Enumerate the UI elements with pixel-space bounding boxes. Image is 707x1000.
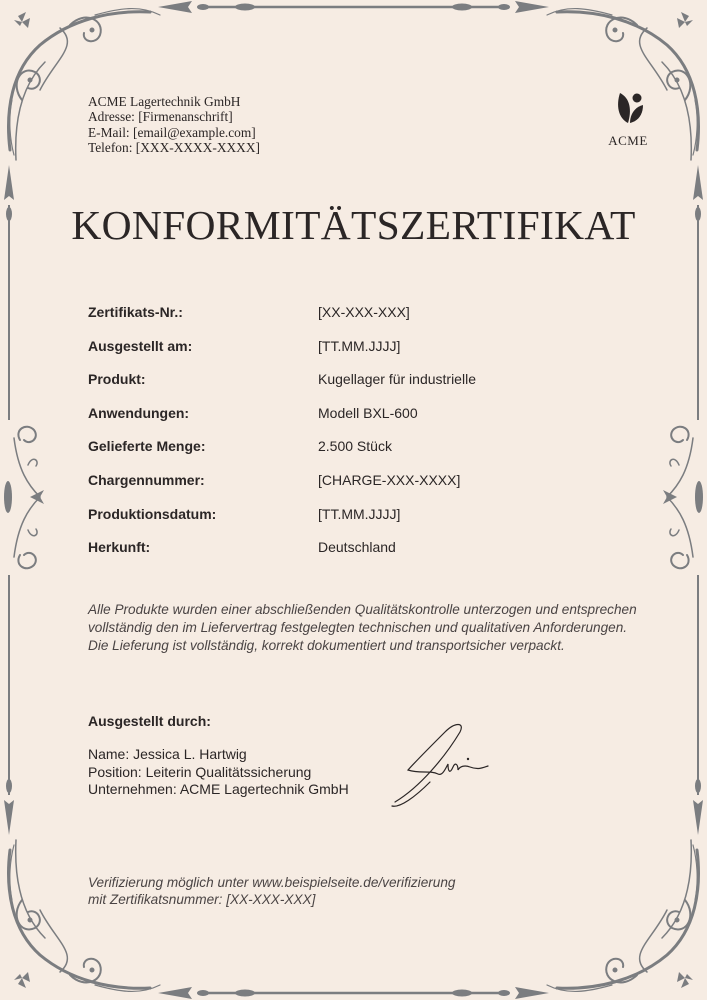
field-value: [CHARGE-XXX-XXXX] — [318, 471, 461, 488]
field-value: Modell BXL-600 — [318, 404, 418, 421]
issuer-company: Unternehmen: ACME Lagertechnik GmbH — [88, 781, 349, 797]
verification-note — [88, 874, 455, 908]
field-row — [88, 470, 588, 504]
field-value: [TT.MM.JJJJ] — [318, 337, 401, 354]
field-row — [88, 504, 588, 538]
certificate-fields — [88, 302, 588, 571]
field-value: [XX-XXX-XXX] — [318, 304, 410, 320]
field-label: Ausgestellt am: — [88, 337, 193, 354]
page-title: KONFORMITÄTSZERTIFIKAT — [71, 202, 636, 248]
company-info — [88, 94, 260, 155]
issuer-name: Name: Jessica L. Hartwig — [88, 746, 247, 762]
field-label: Anwendungen: — [88, 404, 190, 421]
quality-statement — [88, 601, 678, 655]
field-label: Herkunft: — [88, 539, 151, 556]
statement-line: Die Lieferung ist vollständig, korrekt dokumentiert und transportsicher verpackt. — [88, 638, 565, 653]
signature-image — [390, 722, 500, 812]
field-row — [88, 403, 588, 437]
field-value: 2.500 Stück — [318, 438, 392, 455]
field-row — [88, 436, 588, 470]
issuer-position: Position: Leiterin Qualitätssicherung — [88, 763, 312, 780]
company-name: ACME Lagertechnik GmbH — [88, 94, 241, 109]
company-email: E-Mail: [email@example.com] — [88, 124, 256, 140]
company-logo — [598, 90, 658, 149]
leaf-logo-icon — [610, 90, 646, 126]
field-label: Zertifikats-Nr.: — [88, 304, 183, 320]
company-address: Adresse: [Firmenanschrift] — [88, 109, 233, 125]
company-phone: Telefon: [XXX-XXXX-XXXX] — [88, 139, 260, 155]
logo-text: ACME — [608, 133, 648, 148]
field-row — [88, 537, 588, 571]
field-row — [88, 302, 588, 336]
field-label: Chargennummer: — [88, 471, 205, 488]
field-value: Kugellager für industrielle — [318, 371, 476, 388]
issuer-details — [88, 746, 349, 799]
issued-by-heading: Ausgestellt durch: — [88, 713, 211, 729]
field-row — [88, 336, 588, 370]
field-value: Deutschland — [318, 539, 396, 556]
statement-line: Alle Produkte wurden einer abschließenden Qualitätskontrolle unterzogen und entsprechen — [88, 602, 637, 617]
verification-line: Verifizierung möglich unter www.beispielseite.de/verifizierung — [88, 875, 456, 890]
field-label: Produkt: — [88, 371, 146, 388]
field-value: [TT.MM.JJJJ] — [318, 505, 401, 522]
statement-line: vollständig den im Liefervertrag festgelegten technischen und qualitativen Anforderungen. — [88, 620, 628, 635]
field-label: Gelieferte Menge: — [88, 438, 206, 455]
field-label: Produktionsdatum: — [88, 505, 217, 522]
field-row — [88, 369, 588, 403]
verification-line: mit Zertifikatsnummer: [XX-XXX-XXX] — [88, 892, 316, 907]
